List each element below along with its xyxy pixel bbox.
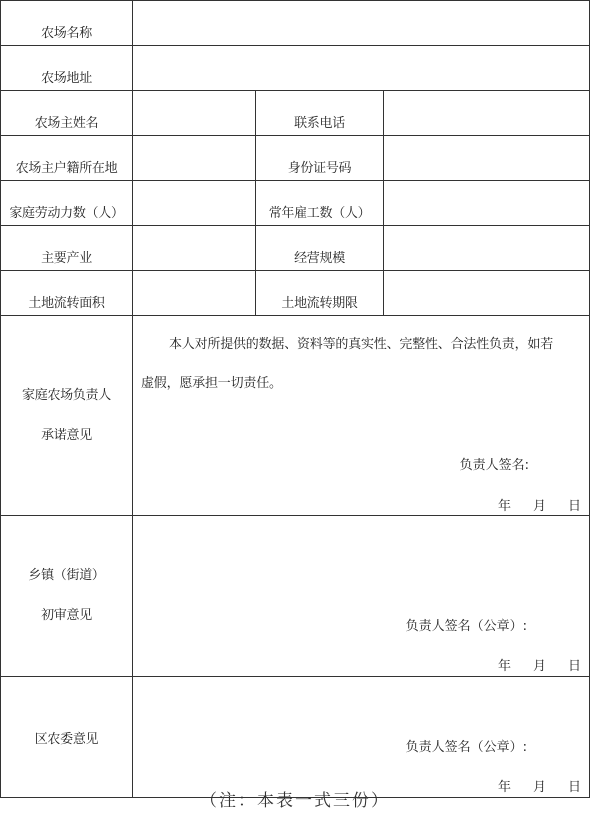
- land-transfer-area-field[interactable]: [133, 271, 256, 316]
- commitment-month: 月: [532, 499, 546, 514]
- owner-name-label: 农场主姓名: [1, 91, 133, 136]
- district-month: 月: [532, 780, 546, 795]
- business-scale-field[interactable]: [384, 226, 590, 271]
- footnote: （注：本表一式三份）: [200, 791, 390, 811]
- township-date: [498, 655, 581, 674]
- district-day: 日: [568, 780, 582, 795]
- township-label-line2: 初审意见: [41, 608, 92, 623]
- row-district: [1, 677, 590, 798]
- row-land-transfer: [1, 271, 590, 316]
- land-transfer-area-label: 土地流转面积: [1, 271, 133, 316]
- farm-name-label: 农场名称: [1, 1, 133, 46]
- district-content: [133, 677, 590, 798]
- commitment-label: [1, 316, 133, 516]
- farm-address-field[interactable]: [133, 46, 590, 91]
- row-farm-address: [1, 46, 590, 91]
- district-year: 年: [497, 780, 511, 795]
- township-label: [1, 516, 133, 677]
- commitment-text-line2: 虚假，愿承担一切责任。: [141, 376, 282, 391]
- row-labor: [1, 181, 590, 226]
- commitment-label-line1: 家庭农场负责人: [22, 387, 111, 403]
- commitment-day: 日: [568, 499, 582, 514]
- township-content: [133, 516, 590, 677]
- farm-address-label: 农场地址: [1, 46, 133, 91]
- township-signature-label: 负责人签名（公章）:: [405, 619, 528, 634]
- hired-workers-field[interactable]: [384, 181, 590, 226]
- row-household: [1, 136, 590, 181]
- township-year: 年: [497, 659, 511, 674]
- household-location-label: 农场主户籍所在地: [1, 136, 133, 181]
- main-industry-label: 主要产业: [1, 226, 133, 271]
- land-transfer-period-field[interactable]: [384, 271, 590, 316]
- id-number-field[interactable]: [384, 136, 590, 181]
- farm-name-field[interactable]: [133, 1, 590, 46]
- row-industry: [1, 226, 590, 271]
- commitment-content: [133, 316, 590, 516]
- commitment-text-line1: 本人对所提供的数据、资料等的真实性、完整性、合法性负责，如若: [169, 337, 554, 352]
- district-signature-label: 负责人签名（公章）:: [405, 740, 528, 755]
- business-scale-label: 经营规模: [256, 226, 384, 271]
- family-labor-field[interactable]: [133, 181, 256, 226]
- family-labor-label: 家庭劳动力数（人）: [1, 181, 133, 226]
- land-transfer-period-label: 土地流转期限: [256, 271, 384, 316]
- commitment-signature-label: 负责人签名:: [459, 458, 530, 473]
- township-month: 月: [532, 659, 546, 674]
- main-industry-field[interactable]: [133, 226, 256, 271]
- hired-workers-label: 常年雇工数（人）: [256, 181, 384, 226]
- id-number-label: 身份证号码: [256, 136, 384, 181]
- row-farm-name: [1, 1, 590, 46]
- row-township: [1, 516, 590, 677]
- row-commitment: [1, 316, 590, 516]
- township-day: 日: [568, 659, 582, 674]
- phone-label: 联系电话: [256, 91, 384, 136]
- household-location-field[interactable]: [133, 136, 256, 181]
- commitment-label-line2: 承诺意见: [41, 427, 92, 443]
- row-owner: [1, 91, 590, 136]
- phone-field[interactable]: [384, 91, 590, 136]
- commitment-date: [498, 495, 581, 514]
- owner-name-field[interactable]: [133, 91, 256, 136]
- district-label: 区农委意见: [1, 677, 133, 798]
- commitment-year: 年: [497, 499, 511, 514]
- township-label-line1: 乡镇（街道）: [28, 568, 105, 583]
